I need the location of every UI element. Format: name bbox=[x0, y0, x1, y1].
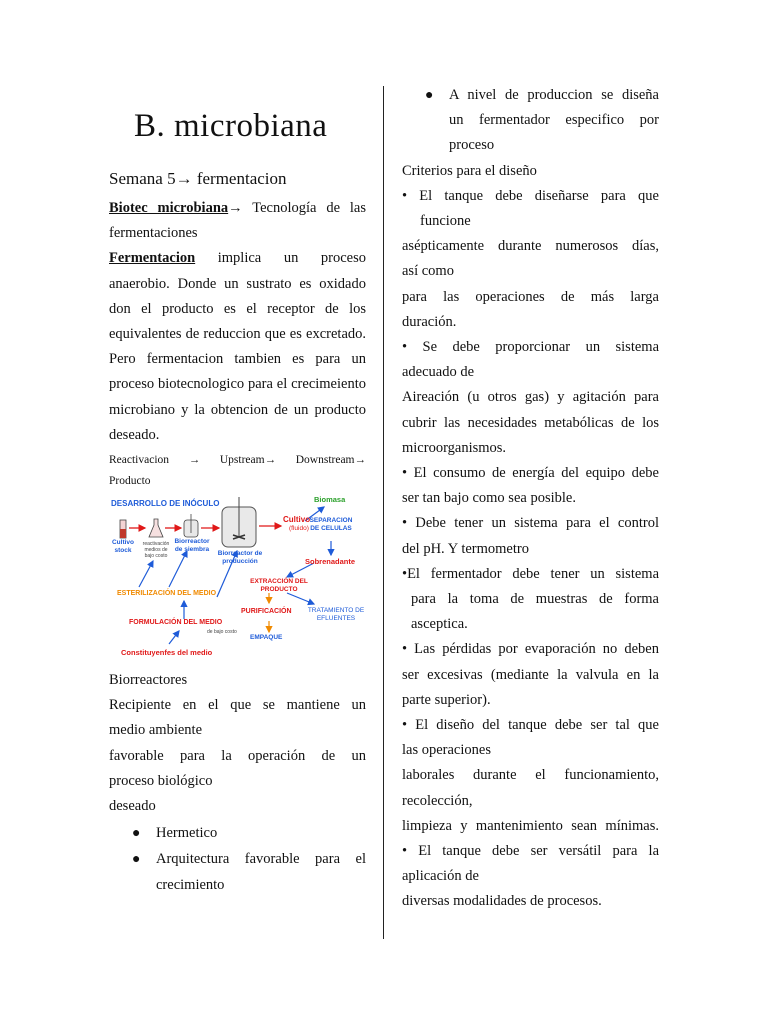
formulacion-label: FORMULACIÓN DEL MEDIO bbox=[129, 619, 223, 626]
text-line: proceso bbox=[449, 137, 495, 154]
text-line: ser tan bajo como sea posible. bbox=[402, 490, 576, 507]
section-heading: Biorreactores bbox=[109, 672, 188, 688]
text-line: cubrir las necesidades metabólicas de los bbox=[402, 414, 659, 431]
tratamiento-label: TRATAMIENTO DE EFLUENTES bbox=[307, 607, 365, 622]
text-line: favorable para la operación de un bbox=[109, 747, 366, 764]
text-line: • El diseño del tanque debe ser tal que bbox=[402, 717, 659, 734]
criterios-heading: Criterios para el diseño bbox=[402, 162, 537, 179]
left-column-text bbox=[109, 196, 366, 448]
text-line: diversas modalidades de procesos. bbox=[402, 893, 602, 910]
cultivo-stock-label: Cultivo stock bbox=[111, 539, 135, 554]
biorreactor-produccion-label: Biorreactor de producción bbox=[217, 550, 263, 565]
desarrollo-label: DESARROLLO DE INÓCULO bbox=[111, 499, 220, 508]
sobrenadante-label: Sobrenadante bbox=[305, 557, 356, 566]
text-line: funcione bbox=[420, 213, 471, 229]
text-line: aplicación de bbox=[402, 868, 479, 885]
reactivacion-label: reactivación medios de bajo costo bbox=[142, 541, 170, 559]
text-line: • Debe tener un sistema para el control bbox=[402, 515, 659, 532]
extraccion-label: EXTRACCIÓN DEL PRODUCTO bbox=[250, 578, 308, 593]
separacion-label: SEPARACION DE CELULAS bbox=[309, 517, 353, 532]
text-line: asceptica. bbox=[411, 616, 468, 633]
text-line: medio ambiente bbox=[109, 722, 203, 739]
fermentation-process-diagram bbox=[109, 489, 367, 664]
text-line: crecimiento bbox=[156, 877, 225, 894]
text-line: del pH. Y termometro bbox=[402, 540, 529, 557]
cultivo-label: Cultivo bbox=[283, 515, 311, 524]
column-divider bbox=[383, 86, 384, 939]
bullet-item: ● Arquitectura favorable para el bbox=[109, 847, 366, 873]
text-line: • El tanque debe diseñarse para que bbox=[402, 187, 659, 204]
biomasa-label: Biomasa bbox=[314, 495, 346, 504]
biorreactor-siembra-label: Biorreactor de siembra bbox=[174, 538, 210, 553]
diagram-graphics bbox=[109, 489, 367, 664]
constituyentes-label: Constituyenfes del medio bbox=[121, 648, 213, 657]
purificacion-label: PURIFICACIÓN bbox=[241, 608, 292, 615]
biotec-paragraph: Biotec microbiana→ Tecnología de las fermentaciones bbox=[109, 200, 366, 242]
text-line: adecuado de bbox=[402, 364, 475, 381]
process-flow bbox=[109, 450, 366, 492]
flow-line: Reactivacion → Upstream→ Downstream→ bbox=[109, 454, 366, 466]
text-line: Aireación (u otros gas) y agitación para bbox=[402, 389, 659, 406]
text-line: parte superior). bbox=[402, 691, 491, 708]
bajo-costo-label: de bajo costo bbox=[207, 629, 237, 635]
bullet-icon: ● bbox=[132, 826, 141, 842]
esterilizacion-label: ESTERILIZACIÓN DEL MEDIO bbox=[117, 590, 217, 597]
text-line: para la toma de muestras de forma bbox=[411, 591, 659, 608]
text-line: un fermentador especifico por bbox=[449, 112, 659, 129]
bullet-icon: ● bbox=[132, 852, 141, 868]
text-line: las operaciones bbox=[402, 742, 491, 759]
text-line: • El consumo de energía del equipo debe bbox=[402, 465, 659, 482]
flow-line-end: Producto bbox=[109, 475, 151, 487]
biorreactores-section bbox=[109, 668, 366, 898]
text-line: • Las pérdidas por evaporación no deben bbox=[402, 641, 659, 658]
bullet-item: ● A nivel de produccion se diseña bbox=[402, 83, 659, 108]
bullet-icon: ● bbox=[425, 88, 434, 103]
right-column bbox=[402, 83, 659, 915]
text-line: ser excesivas (mediante la valvula en la bbox=[402, 666, 659, 683]
text-line: • Se debe proporcionar un sistema bbox=[402, 339, 659, 356]
text-line: duración. bbox=[402, 313, 457, 330]
page-title: B. microbiana bbox=[134, 108, 328, 144]
text-line: • El tanque debe ser versátil para la bbox=[402, 843, 659, 860]
empaque-label: EMPAQUE bbox=[250, 634, 283, 641]
text-line: laborales durante el funcionamiento, bbox=[402, 767, 659, 784]
text-line: Recipiente en el que se mantiene un bbox=[109, 697, 366, 714]
text-line: proceso biológico bbox=[109, 772, 213, 789]
text-line: •El fermentador debe tener un sistema bbox=[402, 565, 659, 582]
text-line: para las operaciones de más larga bbox=[402, 288, 659, 305]
text-line: limpieza y mantenimiento sean mínimas. bbox=[402, 817, 659, 834]
fluido-label: (fluido) bbox=[289, 525, 309, 532]
text-line: asépticamente durante numerosos días, bbox=[402, 238, 659, 255]
text-line: deseado bbox=[109, 798, 156, 815]
bullet-item: ● Hermetico bbox=[109, 821, 366, 847]
fermentacion-paragraph: Fermentacion implica un proceso anaerobio. Donde un sustrato es oxidado don el producto es el receptor de los equivalentes de reduccion que es excretado. Pero fermentacion tambien es para un proceso biotecnologico para el crecimeiento microbiano y la obtencion de un producto deseado. bbox=[109, 250, 366, 443]
text-line: recolección, bbox=[402, 792, 473, 809]
flask-icon bbox=[149, 519, 163, 537]
text-line: microorganismos. bbox=[402, 439, 507, 456]
semana-heading: Semana 5→ fermentacion bbox=[109, 169, 287, 188]
text-line: así como bbox=[402, 263, 454, 280]
